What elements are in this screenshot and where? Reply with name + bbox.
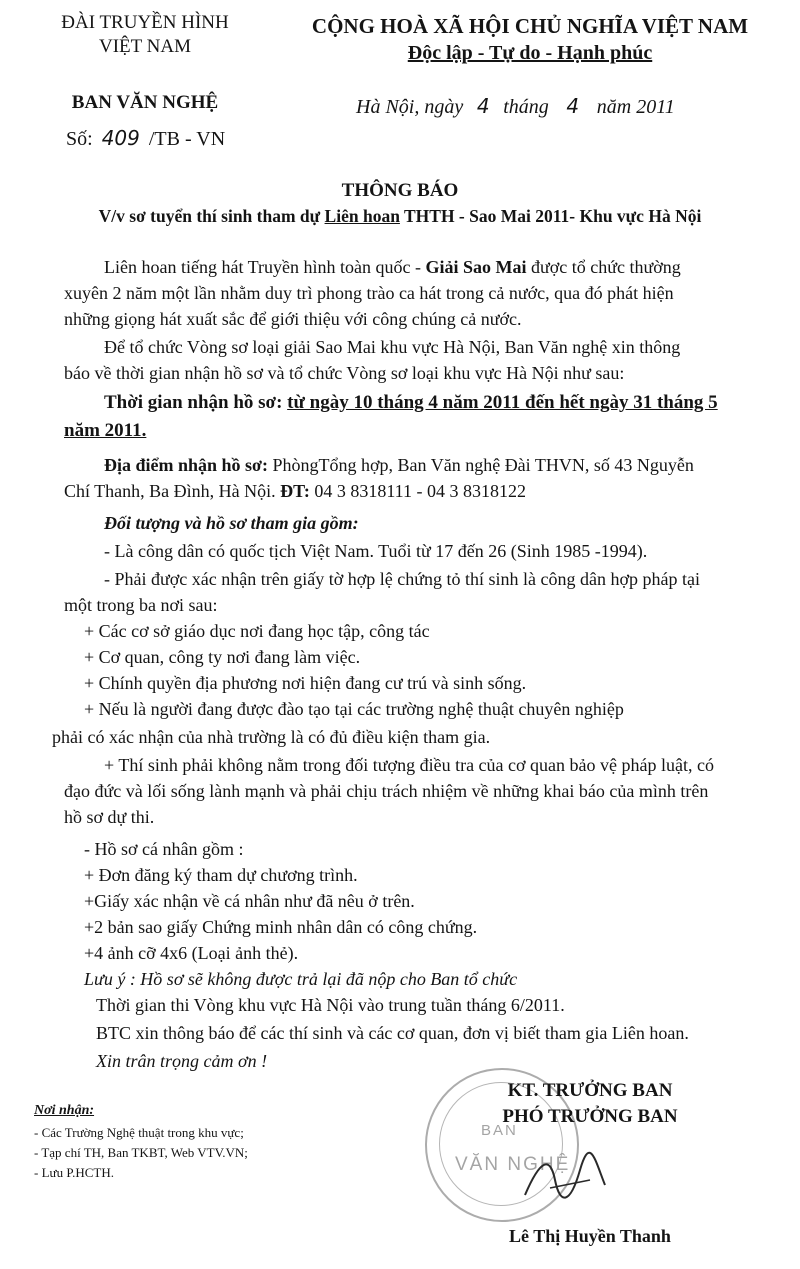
subject-conduct-line-1: + Thí sinh phải không nằm trong đối tượng điều tra của cơ quan bảo vệ pháp luật, có bbox=[104, 755, 714, 775]
proof-option-d-line-1: + Nếu là người đang được đào tạo tại các trường nghệ thuật chuyên nghiệp bbox=[84, 699, 624, 719]
place-label: Địa điểm nhận hồ sơ: bbox=[104, 455, 269, 475]
p1-award-name: Giải Sao Mai bbox=[425, 257, 527, 277]
time-value-1: từ ngày 10 tháng 4 năm 2011 đến hết ngày 31 tháng 5 bbox=[287, 392, 718, 413]
subtitle-prefix: V/v sơ tuyển thí sinh tham dự bbox=[98, 206, 321, 226]
announcement-line: BTC xin thông báo để các thí sinh và các cơ quan, đơn vị biết tham gia Liên hoan. bbox=[96, 1023, 689, 1043]
proof-option-a: + Các cơ sở giáo dục nơi đang học tập, công tác bbox=[84, 621, 430, 641]
number-suffix: /TB - VN bbox=[148, 128, 226, 150]
handwritten-signature bbox=[520, 1150, 610, 1210]
dossier-heading: - Hồ sơ cá nhân gồm : bbox=[84, 839, 244, 859]
country-name: CỘNG HOÀ XÃ HỘI CHỦ NGHĨA VIỆT NAM bbox=[311, 14, 749, 38]
subject-conduct-line-3: hồ sơ dự thi. bbox=[64, 807, 155, 827]
department-name: BAN VĂN NGHỆ bbox=[71, 92, 219, 113]
date-day: 4 bbox=[476, 94, 490, 118]
subject-conduct-line-2: đạo đức và lối sống lành mạnh và phải chịu trách nhiệm về những khai báo của mình trên bbox=[64, 781, 709, 801]
seal-text-1: BAN bbox=[481, 1122, 518, 1139]
paragraph-2-line-2: báo về thời gian nhận hồ sơ và tổ chức Vòng sơ loại khu vực Hà Nội như sau: bbox=[64, 363, 625, 383]
dossier-item-2: +Giấy xác nhận về cá nhân như đã nêu ở trên. bbox=[84, 891, 415, 911]
place-text-1: PhòngTổng hợp, Ban Văn nghệ Đài THVN, số 43 Nguyễn bbox=[268, 455, 694, 475]
paragraph-1-line-3: những giọng hát xuất sắc để giới thiệu với công chúng cả nước. bbox=[64, 309, 522, 329]
recipients-heading: Nơi nhận: bbox=[34, 1103, 95, 1118]
dossier-item-4: +4 ảnh cỡ 4x6 (Loại ảnh thẻ). bbox=[84, 943, 299, 963]
paragraph-1-line-2: xuyên 2 năm một lần nhằm duy trì phong trào ca hát trong cả nước, qua đó phát hiện bbox=[64, 283, 674, 303]
thanks-line: Xin trân trọng cảm ơn ! bbox=[96, 1051, 268, 1071]
document-title: THÔNG BÁO bbox=[341, 180, 459, 201]
subject-proof-line-1: - Phải được xác nhận trên giấy tờ hợp lệ chứng tỏ thí sinh là công dân hợp pháp tại bbox=[104, 569, 700, 589]
recipient-item: - Tạp chí TH, Ban TKBT, Web VTV.VN; bbox=[34, 1145, 248, 1160]
phone-label: ĐT: bbox=[280, 481, 310, 501]
place-text-2: Chí Thanh, Ba Đình, Hà Nội. bbox=[64, 481, 281, 501]
date-part-2: tháng bbox=[503, 96, 549, 118]
proof-option-b: + Cơ quan, công ty nơi đang làm việc. bbox=[84, 647, 361, 667]
number-handwritten: 409 bbox=[101, 126, 140, 150]
subject-proof-line-2: một trong ba nơi sau: bbox=[64, 595, 218, 615]
document-number bbox=[66, 126, 225, 151]
round-time-line: Thời gian thi Vòng khu vực Hà Nội vào trung tuần tháng 6/2011. bbox=[96, 995, 565, 1015]
national-motto bbox=[270, 42, 790, 65]
subtitle-suffix: THTH - Sao Mai 2011- Khu vực Hà Nội bbox=[403, 206, 702, 226]
note-line: Lưu ý : Hồ sơ sẽ không được trả lại đã nộp cho Ban tổ chức bbox=[84, 969, 518, 989]
place-line-2 bbox=[64, 478, 526, 504]
phone-values: 04 3 8318111 - 04 3 8318122 bbox=[309, 481, 526, 501]
recipient-item: - Các Trường Nghệ thuật trong khu vực; bbox=[34, 1125, 244, 1140]
dossier-item-1: + Đơn đăng ký tham dự chương trình. bbox=[84, 865, 358, 885]
time-line-2: năm 2011. bbox=[64, 420, 147, 441]
date-month: 4 bbox=[566, 94, 580, 118]
paragraph-1-line-1 bbox=[104, 254, 681, 280]
org-line-1: ĐÀI TRUYỀN HÌNH bbox=[61, 12, 229, 33]
time-label: Thời gian nhận hồ sơ: bbox=[104, 392, 283, 413]
subtitle-underlined: Liên hoan bbox=[324, 206, 400, 226]
recipient-item: - Lưu P.HCTH. bbox=[34, 1165, 114, 1180]
signer-role-2: PHÓ TRƯỞNG BAN bbox=[502, 1106, 678, 1127]
seal-text-2: VĂN NGHỆ bbox=[455, 1154, 571, 1175]
proof-option-d-line-2: phải có xác nhận của nhà trường là có đủ điều kiện tham gia. bbox=[52, 727, 491, 747]
subjects-heading: Đối tượng và hồ sơ tham gia gồm: bbox=[104, 513, 359, 533]
time-line-1 bbox=[104, 390, 718, 416]
dossier-item-3: +2 bản sao giấy Chứng minh nhân dân có công chứng. bbox=[84, 917, 478, 937]
p1-text-c: được tổ chức thường bbox=[526, 257, 681, 277]
p1-text-a: Liên hoan tiếng hát Truyền hình toàn quốc - bbox=[104, 257, 426, 277]
subject-age: - Là công dân có quốc tịch Việt Nam. Tuổi từ 17 đến 26 (Sinh 1985 -1994). bbox=[104, 541, 648, 561]
proof-option-c: + Chính quyền địa phương nơi hiện đang cư trú và sinh sống. bbox=[84, 673, 527, 693]
date-part-3: năm 2011 bbox=[596, 96, 675, 118]
org-name bbox=[40, 12, 250, 58]
paragraph-2-line-1: Để tổ chức Vòng sơ loại giải Sao Mai khu vực Hà Nội, Ban Văn nghệ xin thông bbox=[104, 337, 681, 357]
signer-name: Lê Thị Huyền Thanh bbox=[509, 1226, 671, 1246]
org-line-2: VIỆT NAM bbox=[98, 36, 191, 57]
document-date bbox=[356, 94, 675, 119]
motto-text: Độc lập - Tự do - Hạnh phúc bbox=[407, 42, 653, 64]
place-line-1 bbox=[104, 452, 694, 478]
document-subtitle bbox=[0, 206, 800, 227]
date-part-1: Hà Nội, ngày bbox=[356, 96, 464, 118]
signer-role-1: KT. TRƯỞNG BAN bbox=[507, 1080, 673, 1101]
number-prefix: Số: bbox=[66, 128, 93, 150]
